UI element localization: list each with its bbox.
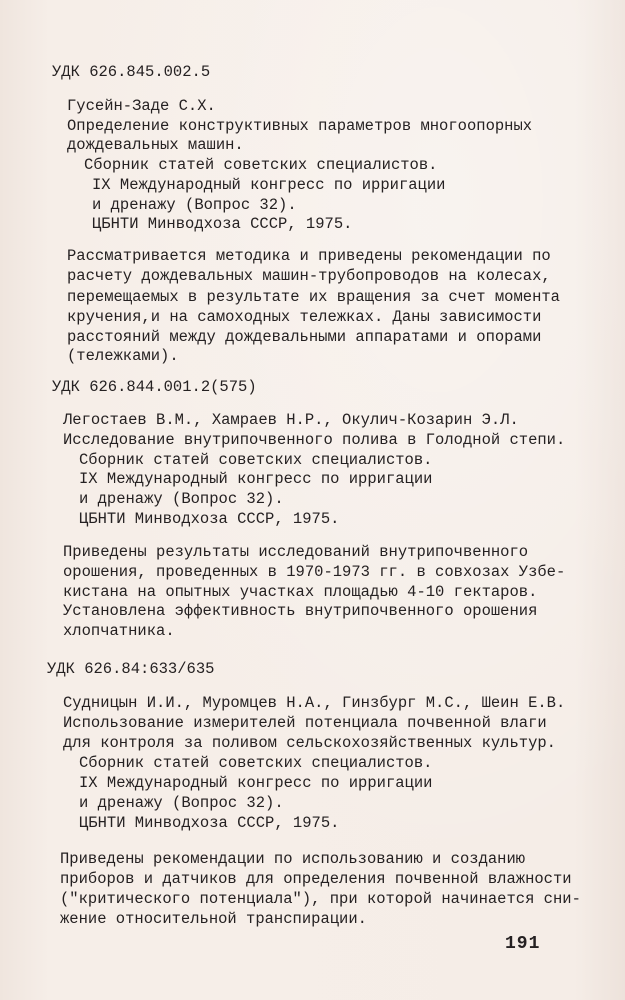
- source-line: Сборник статей советских специалистов.: [79, 754, 433, 772]
- abstract-line: расстояний между дождевальными аппаратами и опорами: [67, 328, 542, 346]
- authors: Судницын И.И., Муромцев Н.А., Гинзбург М.С., Шеин Е.В.: [63, 694, 566, 712]
- abstract-line: Установлена эффективность внутрипочвенного орошения: [63, 602, 538, 620]
- source-line: и дренажу (Вопрос 32).: [92, 196, 297, 214]
- abstract-line: жение относительной транспирации.: [60, 910, 367, 928]
- source-line: Сборник статей советских специалистов.: [84, 156, 438, 174]
- title-line: Определение конструктивных параметров многоопорных: [67, 117, 533, 135]
- source-line: ЦБНТИ Минводхоза СССР, 1975.: [92, 215, 353, 233]
- title-line: дождевальных машин.: [67, 136, 244, 154]
- title-line: Использование измерителей потенциала почвенной влаги: [63, 714, 547, 732]
- abstract-line: Приведены рекомендации по использованию и созданию: [60, 850, 526, 868]
- authors: Легостаев В.М., Хамраев Н.Р., Окулич-Козарин Э.Л.: [63, 411, 519, 429]
- udc-code: УДК 626.84:633/635: [47, 660, 215, 678]
- abstract-line: орошения, проведенных в 1970-1973 гг. в совхозах Узбе-: [63, 563, 566, 581]
- source-line: IX Международный конгресс по ирригации: [92, 176, 446, 194]
- abstract-line: Приведены результаты исследований внутрипочвенного: [63, 543, 529, 561]
- udc-code: УДК 626.845.002.5: [52, 63, 211, 81]
- abstract-line: кручения,и на самоходных тележках. Даны зависимости: [67, 308, 542, 326]
- abstract-line: Рассматривается методика и приведены рекомендации по: [67, 247, 551, 265]
- udc-code: УДК 626.844.001.2(575): [52, 378, 257, 396]
- abstract-line: ("критического потенциала"), при которой начинается сни-: [60, 890, 581, 908]
- abstract-line: хлопчатника.: [63, 622, 175, 640]
- source-line: ЦБНТИ Минводхоза СССР, 1975.: [79, 814, 340, 832]
- title-line: Исследование внутрипочвенного полива в Голодной степи.: [63, 431, 566, 449]
- source-line: IX Международный конгресс по ирригации: [79, 774, 433, 792]
- title-line: для контроля за поливом сельскохозяйственных культур.: [63, 734, 556, 752]
- authors: Гусейн-Заде С.Х.: [67, 97, 216, 115]
- abstract-line: расчету дождевальных машин-трубопроводов на колесах,: [67, 267, 551, 285]
- abstract-line: перемещаемых в результате их вращения за счет момента: [67, 288, 560, 306]
- source-line: Сборник статей советских специалистов.: [79, 451, 433, 469]
- source-line: IX Международный конгресс по ирригации: [79, 470, 433, 488]
- source-line: ЦБНТИ Минводхоза СССР, 1975.: [79, 510, 340, 528]
- abstract-line: кистана на опытных участках площадью 4-10 гектаров.: [63, 583, 538, 601]
- page-number: 191: [505, 934, 541, 954]
- source-line: и дренажу (Вопрос 32).: [79, 794, 284, 812]
- source-line: и дренажу (Вопрос 32).: [79, 490, 284, 508]
- abstract-line: (тележками).: [67, 347, 179, 365]
- abstract-line: приборов и датчиков для определения почвенной влажности: [60, 870, 572, 888]
